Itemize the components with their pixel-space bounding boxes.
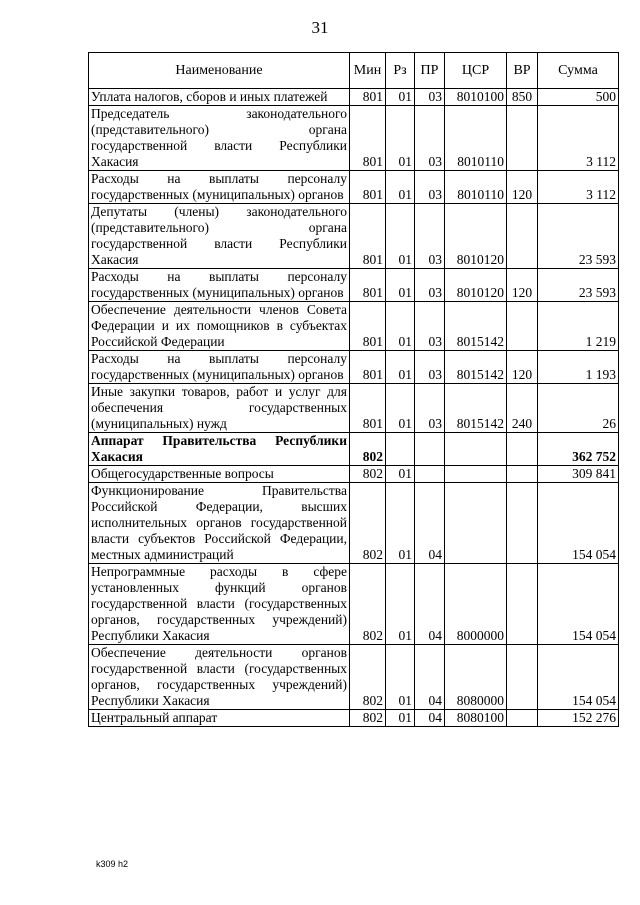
cell-csr: 8010110 xyxy=(445,171,507,204)
cell-vr xyxy=(507,710,538,727)
table-header-row xyxy=(89,53,619,89)
cell-csr: 8015142 xyxy=(445,302,507,351)
cell-pr: 03 xyxy=(415,269,445,302)
cell-name: Председатель законодательного (представительного) органа государственной власти Республики Хакасия xyxy=(89,106,350,171)
footer-code: k309 h2 xyxy=(96,859,129,869)
header-vr: ВР xyxy=(507,53,538,89)
cell-rz: 01 xyxy=(386,89,415,106)
table-row xyxy=(89,269,619,302)
cell-pr: 03 xyxy=(415,106,445,171)
cell-csr: 8080100 xyxy=(445,710,507,727)
cell-vr xyxy=(507,433,538,466)
cell-vr: 120 xyxy=(507,269,538,302)
table-row xyxy=(89,564,619,645)
table-row xyxy=(89,384,619,433)
cell-name: Функционирование Правительства Российской Федерации, высших исполнительных органов государственной власти субъектов Российской Федерации, местных администраций xyxy=(89,483,350,564)
cell-csr xyxy=(445,466,507,483)
header-rz: Рз xyxy=(386,53,415,89)
cell-name: Уплата налогов, сборов и иных платежей xyxy=(89,89,350,106)
cell-name: Непрограммные расходы в сфере установленных функций органов государственной власти (государственных органов, государственных учреждений) Республики Хакасия xyxy=(89,564,350,645)
cell-min: 802 xyxy=(350,710,386,727)
cell-vr xyxy=(507,564,538,645)
cell-csr: 8010110 xyxy=(445,106,507,171)
cell-vr xyxy=(507,302,538,351)
cell-csr xyxy=(445,433,507,466)
cell-rz: 01 xyxy=(386,466,415,483)
cell-csr: 8000000 xyxy=(445,564,507,645)
cell-min: 802 xyxy=(350,466,386,483)
cell-sum: 23 593 xyxy=(538,204,619,269)
cell-min: 802 xyxy=(350,483,386,564)
header-name: Наименование xyxy=(89,53,350,89)
cell-min: 801 xyxy=(350,302,386,351)
cell-csr: 8015142 xyxy=(445,384,507,433)
cell-min: 801 xyxy=(350,171,386,204)
cell-pr: 03 xyxy=(415,204,445,269)
cell-name: Центральный аппарат xyxy=(89,710,350,727)
cell-sum: 362 752 xyxy=(538,433,619,466)
header-sum: Сумма xyxy=(538,53,619,89)
table-row xyxy=(89,351,619,384)
cell-name: Расходы на выплаты персоналу государственных (муниципальных) органов xyxy=(89,269,350,302)
cell-name: Расходы на выплаты персоналу государственных (муниципальных) органов xyxy=(89,171,350,204)
cell-rz: 01 xyxy=(386,302,415,351)
cell-vr: 240 xyxy=(507,384,538,433)
cell-sum: 23 593 xyxy=(538,269,619,302)
cell-sum: 152 276 xyxy=(538,710,619,727)
table-row xyxy=(89,89,619,106)
cell-csr: 8010120 xyxy=(445,204,507,269)
header-min: Мин xyxy=(350,53,386,89)
cell-pr: 03 xyxy=(415,171,445,204)
cell-pr: 04 xyxy=(415,564,445,645)
cell-pr: 03 xyxy=(415,384,445,433)
cell-sum: 3 112 xyxy=(538,106,619,171)
cell-name: Общегосударственные вопросы xyxy=(89,466,350,483)
header-pr: ПР xyxy=(415,53,445,89)
cell-vr: 120 xyxy=(507,171,538,204)
table-row xyxy=(89,645,619,710)
cell-rz xyxy=(386,433,415,466)
cell-sum: 154 054 xyxy=(538,564,619,645)
cell-rz: 01 xyxy=(386,204,415,269)
cell-vr xyxy=(507,106,538,171)
cell-csr: 8010120 xyxy=(445,269,507,302)
cell-csr: 8015142 xyxy=(445,351,507,384)
cell-sum: 500 xyxy=(538,89,619,106)
cell-rz: 01 xyxy=(386,483,415,564)
table-row xyxy=(89,710,619,727)
table-row xyxy=(89,483,619,564)
cell-vr xyxy=(507,204,538,269)
cell-pr: 04 xyxy=(415,483,445,564)
cell-name: Аппарат Правительства Республики Хакасия xyxy=(89,433,350,466)
cell-sum: 309 841 xyxy=(538,466,619,483)
table-row xyxy=(89,433,619,466)
cell-min: 801 xyxy=(350,384,386,433)
cell-pr: 03 xyxy=(415,302,445,351)
cell-pr: 03 xyxy=(415,89,445,106)
cell-rz: 01 xyxy=(386,351,415,384)
cell-min: 801 xyxy=(350,106,386,171)
cell-rz: 01 xyxy=(386,171,415,204)
cell-sum: 154 054 xyxy=(538,483,619,564)
cell-vr xyxy=(507,466,538,483)
cell-min: 802 xyxy=(350,564,386,645)
cell-rz: 01 xyxy=(386,564,415,645)
table-row xyxy=(89,466,619,483)
cell-rz: 01 xyxy=(386,106,415,171)
cell-min: 801 xyxy=(350,351,386,384)
cell-rz: 01 xyxy=(386,384,415,433)
cell-rz: 01 xyxy=(386,645,415,710)
cell-name: Иные закупки товаров, работ и услуг для обеспечения государственных (муниципальных) нужд xyxy=(89,384,350,433)
cell-vr: 850 xyxy=(507,89,538,106)
cell-sum: 3 112 xyxy=(538,171,619,204)
cell-name: Обеспечение деятельности членов Совета Федерации и их помощников в субъектах Российской Федерации xyxy=(89,302,350,351)
cell-vr: 120 xyxy=(507,351,538,384)
cell-min: 802 xyxy=(350,433,386,466)
cell-rz: 01 xyxy=(386,710,415,727)
cell-min: 802 xyxy=(350,645,386,710)
cell-rz: 01 xyxy=(386,269,415,302)
cell-sum: 154 054 xyxy=(538,645,619,710)
cell-pr xyxy=(415,433,445,466)
cell-pr: 04 xyxy=(415,645,445,710)
cell-csr xyxy=(445,483,507,564)
cell-name: Депутаты (члены) законодательного (представительного) органа государственной власти Республики Хакасия xyxy=(89,204,350,269)
cell-vr xyxy=(507,483,538,564)
cell-sum: 26 xyxy=(538,384,619,433)
cell-name: Расходы на выплаты персоналу государственных (муниципальных) органов xyxy=(89,351,350,384)
table-row xyxy=(89,204,619,269)
budget-table xyxy=(88,52,619,727)
table-row xyxy=(89,106,619,171)
cell-pr: 04 xyxy=(415,710,445,727)
cell-csr: 8080000 xyxy=(445,645,507,710)
cell-pr xyxy=(415,466,445,483)
cell-name: Обеспечение деятельности органов государственной власти (государственных органов, государственных учреждений) Республики Хакасия xyxy=(89,645,350,710)
cell-csr: 8010100 xyxy=(445,89,507,106)
cell-min: 801 xyxy=(350,89,386,106)
page-number: 31 xyxy=(311,18,329,37)
header-csr: ЦСР xyxy=(445,53,507,89)
cell-vr xyxy=(507,645,538,710)
cell-sum: 1 193 xyxy=(538,351,619,384)
cell-min: 801 xyxy=(350,204,386,269)
table-row xyxy=(89,171,619,204)
cell-sum: 1 219 xyxy=(538,302,619,351)
table-body xyxy=(89,89,619,727)
cell-min: 801 xyxy=(350,269,386,302)
table-row xyxy=(89,302,619,351)
cell-pr: 03 xyxy=(415,351,445,384)
